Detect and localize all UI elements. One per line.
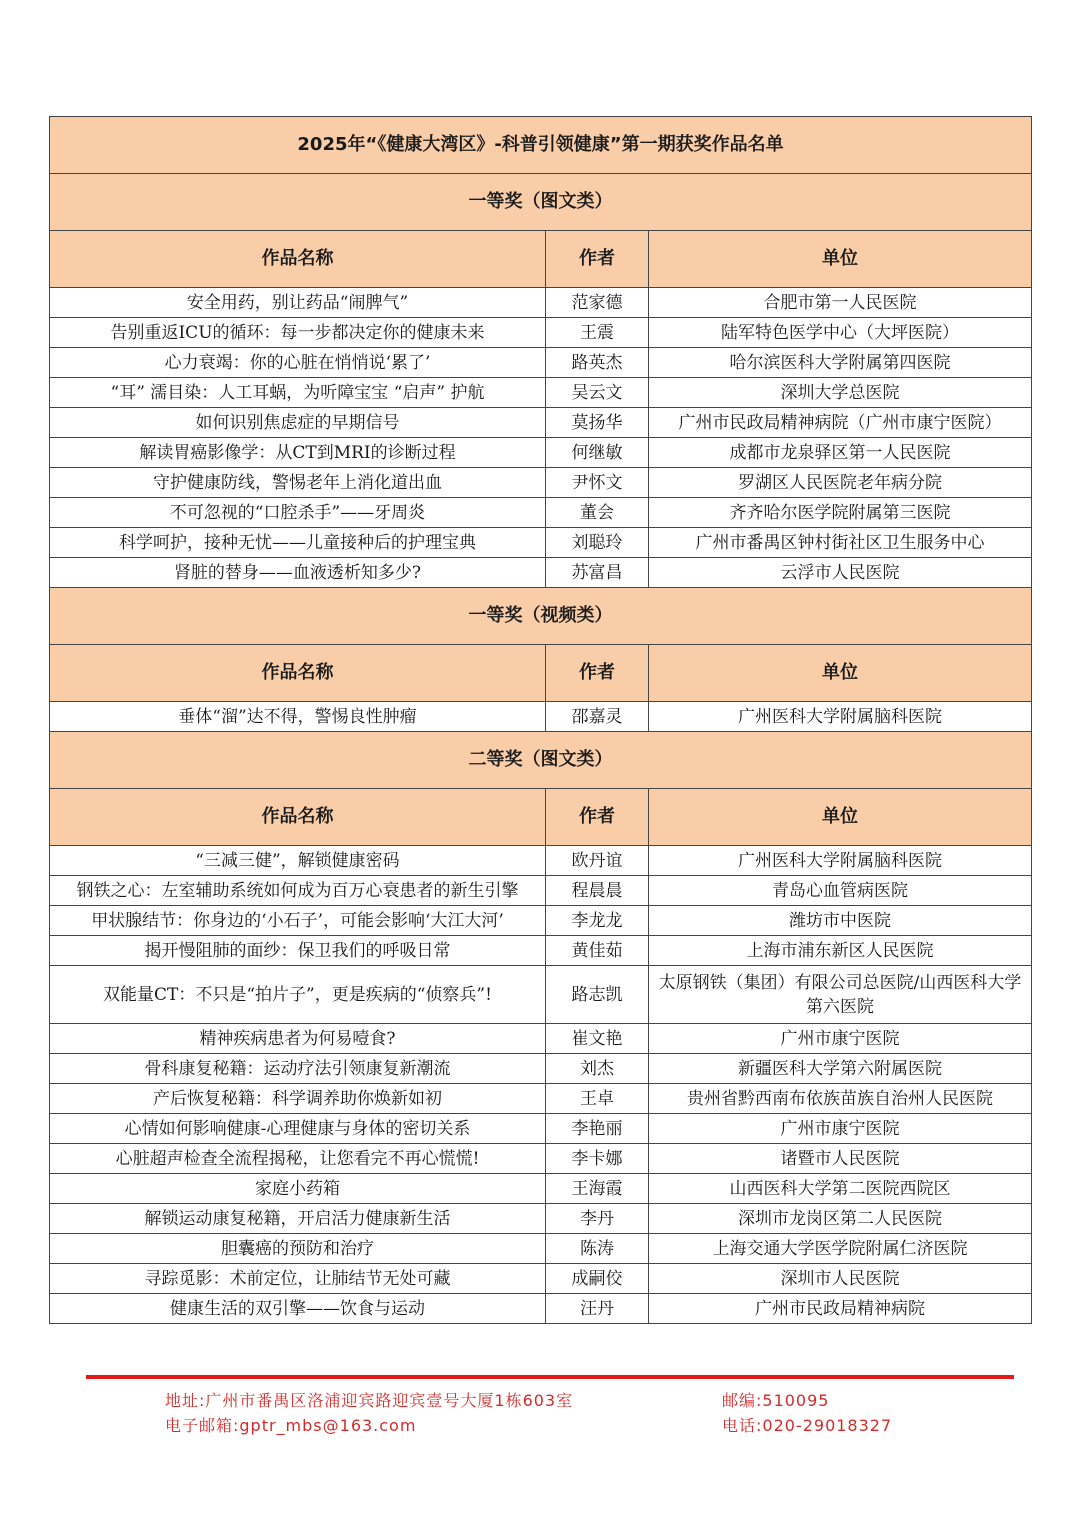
column-header-row: [50, 789, 1032, 846]
column-header-unit: 单位: [649, 231, 1032, 288]
unit-cell: 青岛心血管病医院: [649, 876, 1032, 906]
author-cell: 王卓: [546, 1084, 649, 1114]
author-cell: 邵嘉灵: [546, 702, 649, 732]
author-cell: 程晨晨: [546, 876, 649, 906]
section-heading: 一等奖（视频类）: [50, 588, 1032, 645]
table-row: [50, 906, 1032, 936]
author-cell: 董会: [546, 498, 649, 528]
unit-cell: 广州市民政局精神病院: [649, 1294, 1032, 1324]
unit-cell: 深圳大学总医院: [649, 378, 1032, 408]
author-cell: 王海霞: [546, 1174, 649, 1204]
table-row: [50, 1234, 1032, 1264]
work-title-cell: 产后恢复秘籍：科学调养助你焕新如初: [50, 1084, 546, 1114]
table-row: [50, 348, 1032, 378]
table-row: [50, 468, 1032, 498]
table-row: [50, 966, 1032, 1024]
table-row: [50, 1084, 1032, 1114]
table-row: [50, 438, 1032, 468]
work-title-cell: 不可忽视的“口腔杀手”——牙周炎: [50, 498, 546, 528]
work-title-cell: 骨科康复秘籍：运动疗法引领康复新潮流: [50, 1054, 546, 1084]
work-title-cell: 精神疾病患者为何易噎食?: [50, 1024, 546, 1054]
author-cell: 黄佳茹: [546, 936, 649, 966]
work-title-cell: 安全用药，别让药品“闹脾气”: [50, 288, 546, 318]
table-row: [50, 876, 1032, 906]
table-row: [50, 408, 1032, 438]
table-row: [50, 288, 1032, 318]
table-row: [50, 558, 1032, 588]
footer-email: 电子邮箱:gptr_mbs@163.com: [165, 1416, 417, 1435]
author-cell: 吴云文: [546, 378, 649, 408]
author-cell: 欧丹谊: [546, 846, 649, 876]
author-cell: 刘聪玲: [546, 528, 649, 558]
author-cell: 成嗣佼: [546, 1264, 649, 1294]
unit-cell: 哈尔滨医科大学附属第四医院: [649, 348, 1032, 378]
work-title-cell: “三减三健”，解锁健康密码: [50, 846, 546, 876]
table-row: [50, 846, 1032, 876]
author-cell: 崔文艳: [546, 1024, 649, 1054]
author-cell: 路志凯: [546, 966, 649, 1024]
work-title-cell: 心情如何影响健康-心理健康与身体的密切关系: [50, 1114, 546, 1144]
unit-cell: 陆军特色医学中心（大坪医院）: [649, 318, 1032, 348]
author-cell: 李卡娜: [546, 1144, 649, 1174]
unit-cell: 广州医科大学附属脑科医院: [649, 846, 1032, 876]
author-cell: 莫扬华: [546, 408, 649, 438]
unit-cell: 广州医科大学附属脑科医院: [649, 702, 1032, 732]
column-header-author: 作者: [546, 231, 649, 288]
section-heading-row: [50, 174, 1032, 231]
author-cell: 苏富昌: [546, 558, 649, 588]
page-title: 2025年“《健康大湾区》-科普引领健康”第一期获奖作品名单: [50, 117, 1032, 174]
footer-phone: 电话:020-29018327: [722, 1416, 893, 1435]
column-header-row: [50, 645, 1032, 702]
column-header-name: 作品名称: [50, 231, 546, 288]
award-list-table: [49, 116, 1032, 1324]
work-title-cell: 解读胃癌影像学：从CT到MRI的诊断过程: [50, 438, 546, 468]
column-header-unit: 单位: [649, 789, 1032, 846]
unit-cell: 成都市龙泉驿区第一人民医院: [649, 438, 1032, 468]
work-title-cell: 双能量CT：不只是“拍片子”，更是疾病的“侦察兵”!: [50, 966, 546, 1024]
author-cell: 何继敏: [546, 438, 649, 468]
unit-cell: 广州市民政局精神病院（广州市康宁医院）: [649, 408, 1032, 438]
unit-cell: 太原钢铁（集团）有限公司总医院/山西医科大学第六医院: [649, 966, 1032, 1024]
table-row: [50, 1204, 1032, 1234]
author-cell: 李艳丽: [546, 1114, 649, 1144]
work-title-cell: 钢铁之心：左室辅助系统如何成为百万心衰患者的新生引擎: [50, 876, 546, 906]
column-header-row: [50, 231, 1032, 288]
unit-cell: 上海交通大学医学院附属仁济医院: [649, 1234, 1032, 1264]
column-header-author: 作者: [546, 789, 649, 846]
unit-cell: 深圳市人民医院: [649, 1264, 1032, 1294]
table-row: [50, 378, 1032, 408]
work-title-cell: 告别重返ICU的循环：每一步都决定你的健康未来: [50, 318, 546, 348]
work-title-cell: 揭开慢阻肺的面纱：保卫我们的呼吸日常: [50, 936, 546, 966]
table-row: [50, 1294, 1032, 1324]
unit-cell: 广州市康宁医院: [649, 1114, 1032, 1144]
work-title-cell: 寻踪觅影：术前定位，让肺结节无处可藏: [50, 1264, 546, 1294]
table-row: [50, 702, 1032, 732]
unit-cell: 广州市番禺区钟村街社区卫生服务中心: [649, 528, 1032, 558]
table-row: [50, 318, 1032, 348]
column-header-name: 作品名称: [50, 789, 546, 846]
footer-divider: [86, 1375, 1014, 1379]
work-title-cell: 胆囊癌的预防和治疗: [50, 1234, 546, 1264]
work-title-cell: 如何识别焦虑症的早期信号: [50, 408, 546, 438]
unit-cell: 潍坊市中医院: [649, 906, 1032, 936]
unit-cell: 新疆医科大学第六附属医院: [649, 1054, 1032, 1084]
unit-cell: 广州市康宁医院: [649, 1024, 1032, 1054]
work-title-cell: 心脏超声检查全流程揭秘，让您看完不再心慌慌!: [50, 1144, 546, 1174]
work-title-cell: 守护健康防线，警惕老年上消化道出血: [50, 468, 546, 498]
award-table-body: [50, 117, 1032, 1324]
work-title-cell: 解锁运动康复秘籍，开启活力健康新生活: [50, 1204, 546, 1234]
unit-cell: 山西医科大学第二医院西院区: [649, 1174, 1032, 1204]
section-heading-row: [50, 732, 1032, 789]
table-row: [50, 1144, 1032, 1174]
footer-postcode: 邮编:510095: [722, 1391, 830, 1410]
column-header-unit: 单位: [649, 645, 1032, 702]
unit-cell: 齐齐哈尔医学院附属第三医院: [649, 498, 1032, 528]
unit-cell: 云浮市人民医院: [649, 558, 1032, 588]
table-row: [50, 498, 1032, 528]
table-row: [50, 1054, 1032, 1084]
table-row: [50, 1114, 1032, 1144]
column-header-name: 作品名称: [50, 645, 546, 702]
work-title-cell: 科学呵护，接种无忧——儿童接种后的护理宝典: [50, 528, 546, 558]
section-heading: 一等奖（图文类）: [50, 174, 1032, 231]
author-cell: 范家德: [546, 288, 649, 318]
work-title-cell: 肾脏的替身——血液透析知多少?: [50, 558, 546, 588]
section-heading-row: [50, 588, 1032, 645]
table-row: [50, 1024, 1032, 1054]
table-row: [50, 528, 1032, 558]
unit-cell: 罗湖区人民医院老年病分院: [649, 468, 1032, 498]
author-cell: 汪丹: [546, 1294, 649, 1324]
work-title-cell: 心力衰竭：你的心脏在悄悄说‘累了’: [50, 348, 546, 378]
unit-cell: 上海市浦东新区人民医院: [649, 936, 1032, 966]
table-title-row: [50, 117, 1032, 174]
author-cell: 李龙龙: [546, 906, 649, 936]
author-cell: 李丹: [546, 1204, 649, 1234]
section-heading: 二等奖（图文类）: [50, 732, 1032, 789]
column-header-author: 作者: [546, 645, 649, 702]
unit-cell: 深圳市龙岗区第二人民医院: [649, 1204, 1032, 1234]
author-cell: 王震: [546, 318, 649, 348]
unit-cell: 贵州省黔西南布依族苗族自治州人民医院: [649, 1084, 1032, 1114]
author-cell: 刘杰: [546, 1054, 649, 1084]
footer-address: 地址:广州市番禺区洛浦迎宾路迎宾壹号大厦1栋603室: [165, 1391, 574, 1410]
work-title-cell: 甲状腺结节：你身边的‘小石子’，可能会影响‘大江大河’: [50, 906, 546, 936]
author-cell: 尹怀文: [546, 468, 649, 498]
work-title-cell: “耳” 濡目染：人工耳蜗，为听障宝宝 “启声” 护航: [50, 378, 546, 408]
unit-cell: 诸暨市人民医院: [649, 1144, 1032, 1174]
work-title-cell: 家庭小药箱: [50, 1174, 546, 1204]
table-row: [50, 1264, 1032, 1294]
author-cell: 路英杰: [546, 348, 649, 378]
work-title-cell: 健康生活的双引擎——饮食与运动: [50, 1294, 546, 1324]
table-row: [50, 1174, 1032, 1204]
work-title-cell: 垂体“溜”达不得，警惕良性肿瘤: [50, 702, 546, 732]
author-cell: 陈涛: [546, 1234, 649, 1264]
unit-cell: 合肥市第一人民医院: [649, 288, 1032, 318]
table-row: [50, 936, 1032, 966]
